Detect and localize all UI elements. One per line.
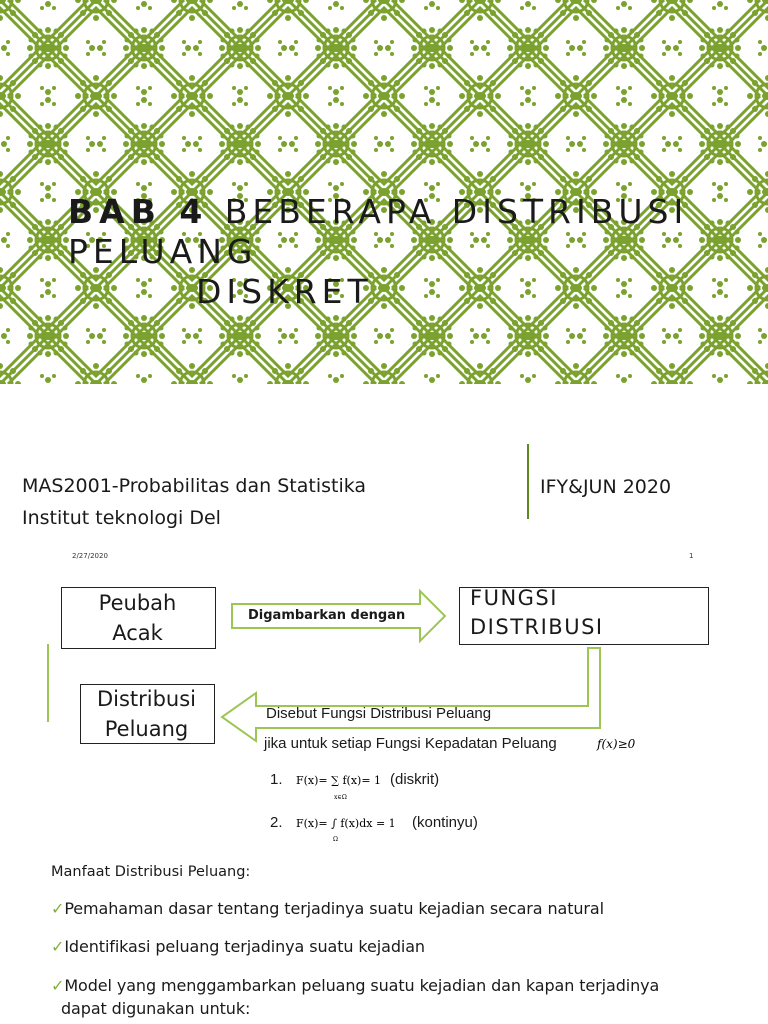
bullet-text: Model yang menggambarkan peluang suatu kejadian dan kapan terjadinya	[64, 976, 660, 995]
bullet-continuation: dapat digunakan untuk:	[61, 999, 251, 1018]
item1-number: 1.	[270, 771, 283, 788]
bullet-item	[51, 976, 659, 995]
fungsi-distribusi-label	[470, 584, 604, 642]
institution-name: Institut teknologi Del	[22, 507, 221, 529]
course-name: MAS2001-Probabilitas dan Statistika	[22, 475, 367, 497]
bullet-item	[51, 899, 604, 918]
disebut-text: Disebut Fungsi Distribusi Peluang	[266, 705, 492, 722]
fx-inequality: f(x)≥0	[597, 737, 636, 751]
bullet-item	[51, 937, 425, 956]
continuous-integral-subscript: Ω	[333, 836, 338, 843]
slide-date: 2/27/2020	[72, 552, 108, 560]
fungsi-line1: FUNGSI	[470, 586, 558, 610]
peubah-line2: Acak	[112, 621, 163, 645]
title-main-line1: BEBERAPA DISTRIBUSI PELUANG	[68, 192, 689, 271]
discrete-sum-subscript: x∈Ω	[334, 794, 347, 801]
jika-text: jika untuk setiap Fungsi Kepadatan Peluang	[264, 735, 557, 752]
page-number: 1	[689, 552, 694, 560]
peubah-line1: Peubah	[98, 591, 177, 615]
kontinyu-note: (kontinyu)	[412, 814, 478, 831]
continuous-formula: F(x)= ∫ f(x)dx = 1	[296, 817, 396, 830]
checkmark-icon: ✓	[51, 937, 65, 956]
item2-number: 2.	[270, 814, 283, 831]
title-bab: BAB 4	[68, 192, 209, 231]
vertical-divider	[527, 444, 529, 519]
bullet-text: Identifikasi peluang terjadinya suatu kejadian	[64, 937, 425, 956]
bullet-text: Pemahaman dasar tentang terjadinya suatu kejadian secara natural	[64, 899, 604, 918]
distribusi-peluang-label	[80, 684, 213, 744]
checkmark-icon: ✓	[51, 899, 65, 918]
diskrit-note: (diskrit)	[390, 771, 440, 788]
distribusi-line2: Peluang	[104, 717, 189, 741]
author-date: IFY&JUN 2020	[540, 476, 672, 498]
distribusi-line1: Distribusi	[96, 687, 197, 711]
peubah-acak-label	[61, 588, 214, 648]
arrow-label: Digambarkan dengan	[248, 608, 406, 623]
slide-title	[68, 192, 728, 312]
title-main-line2: DISKRET	[196, 272, 373, 311]
checkmark-icon: ✓	[51, 976, 65, 995]
bent-return-arrow	[222, 648, 600, 741]
fungsi-line2: DISTRIBUSI	[470, 615, 604, 639]
manfaat-heading: Manfaat Distribusi Peluang:	[51, 864, 251, 880]
discrete-formula: F(x)= ∑ f(x)= 1	[296, 774, 382, 787]
content-slide	[0, 544, 768, 1024]
course-info	[22, 470, 366, 534]
